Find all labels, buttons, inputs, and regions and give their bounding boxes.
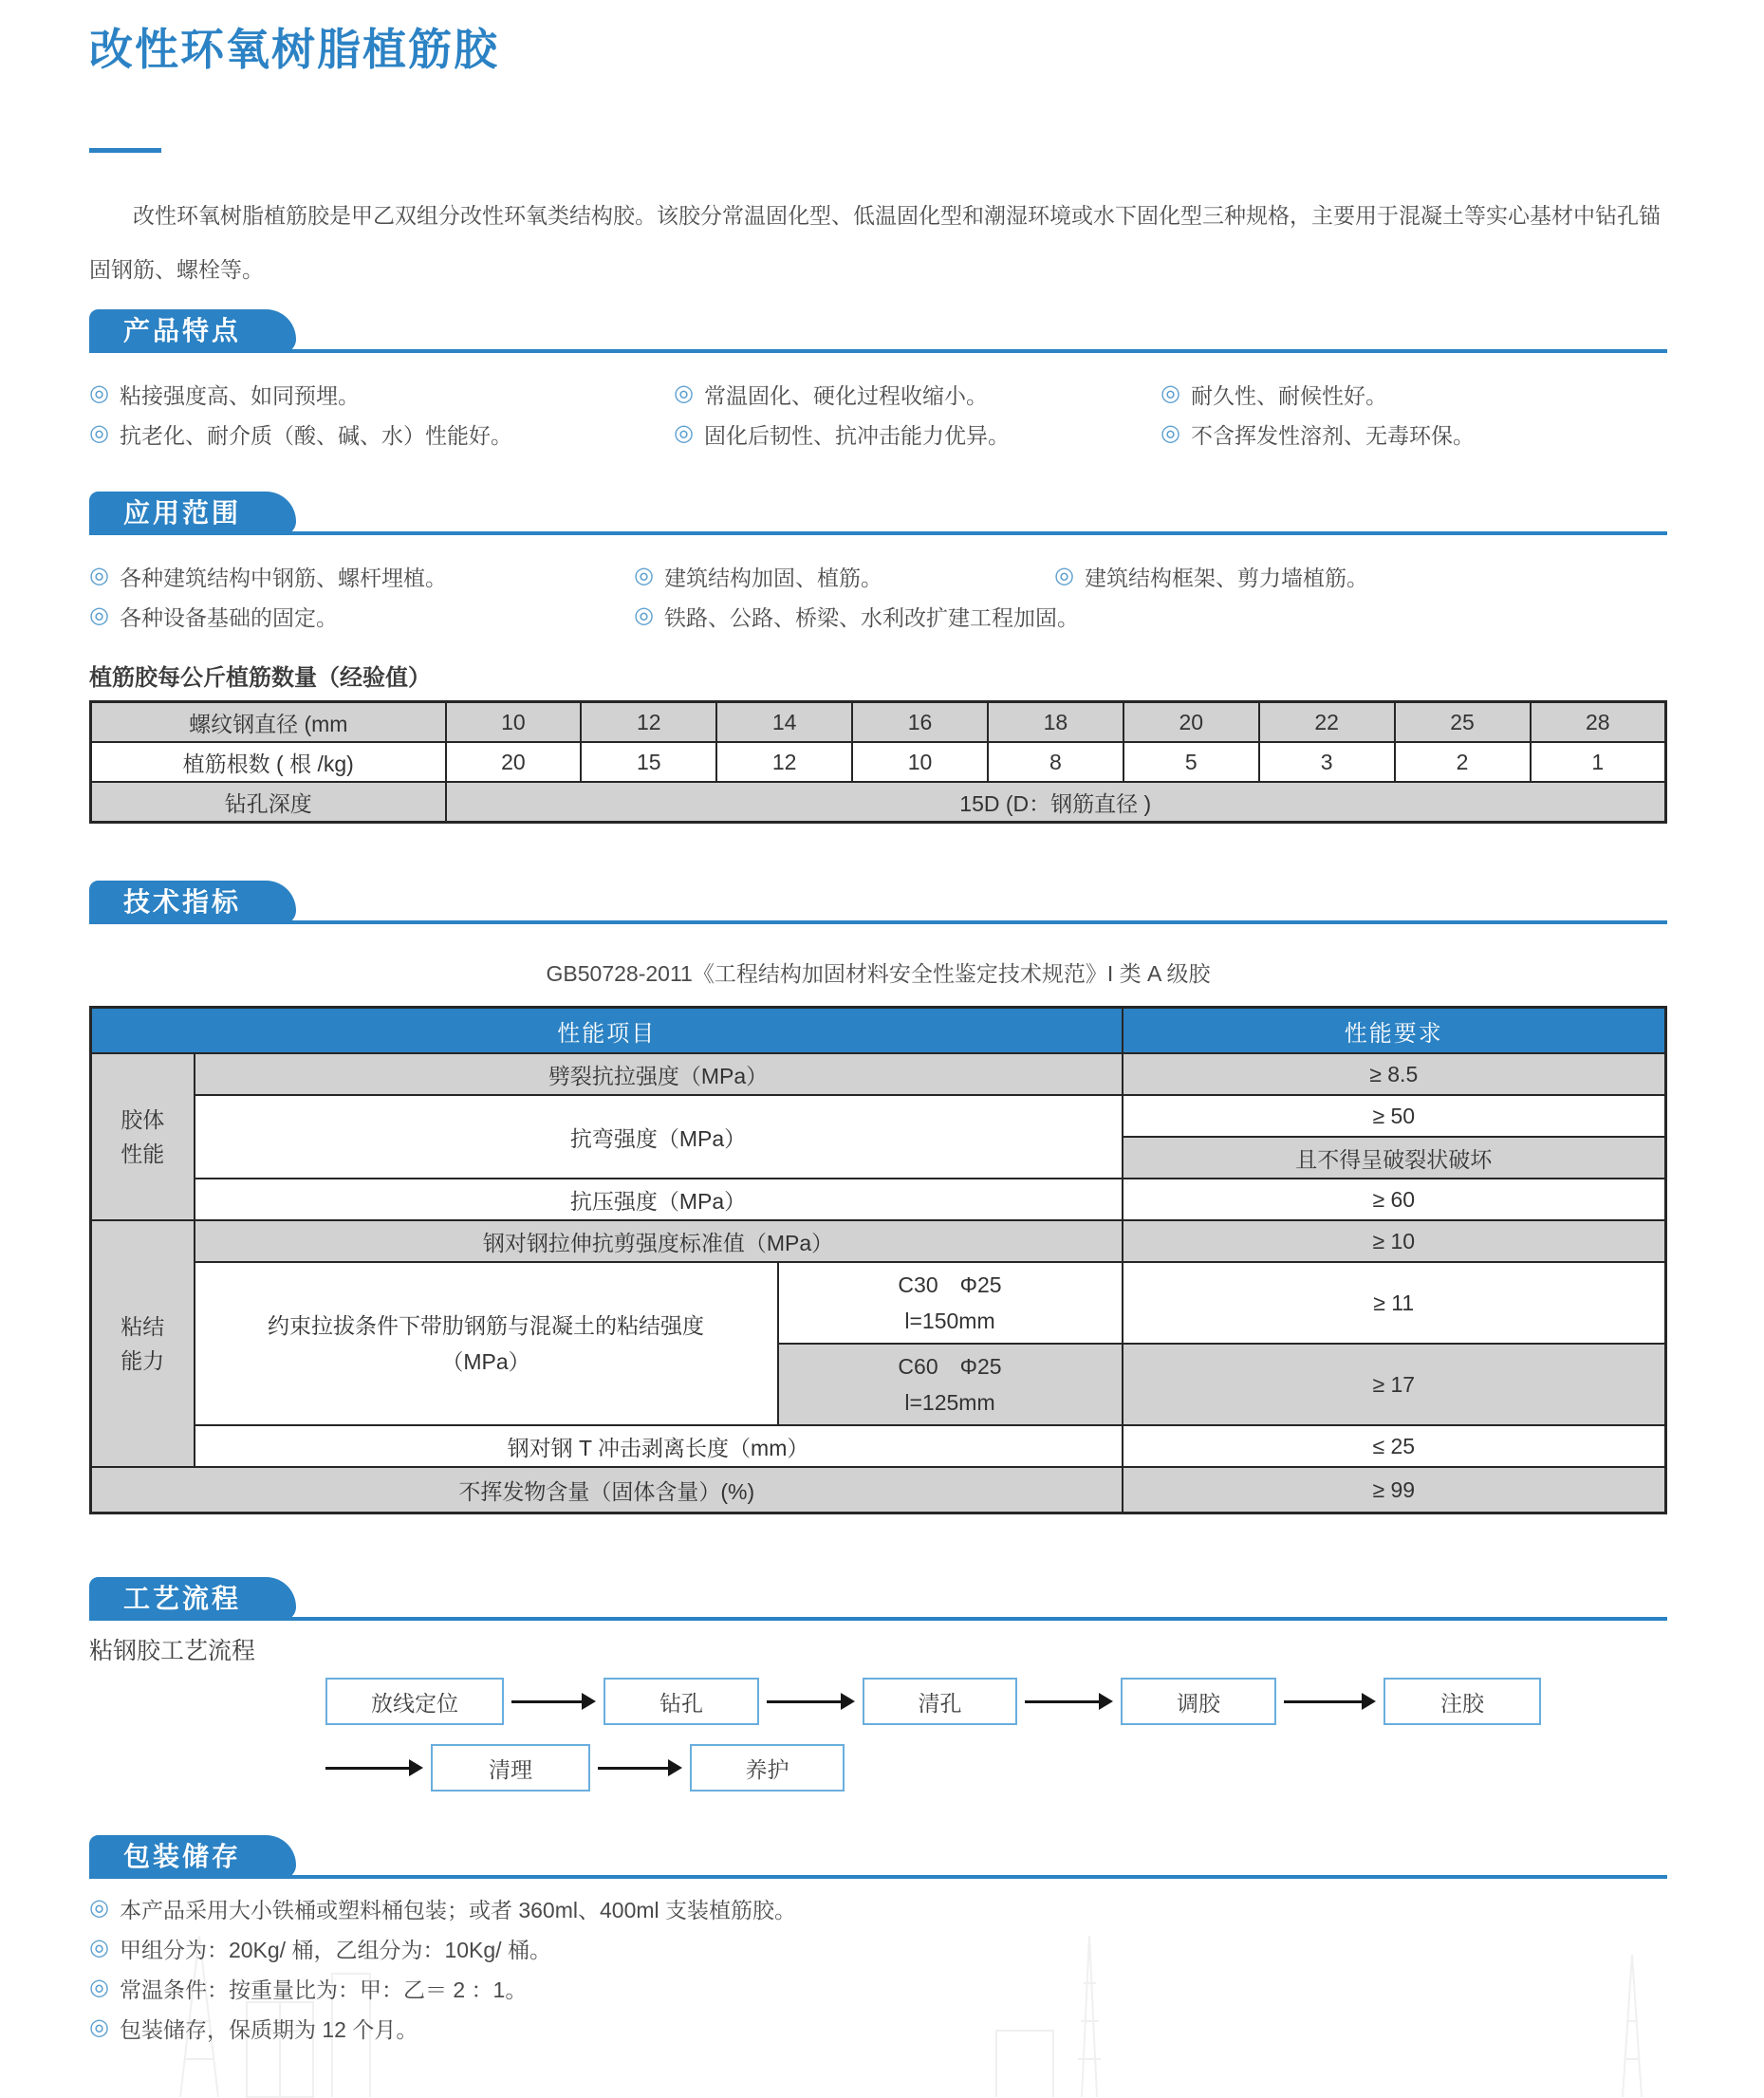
item-cell: 不挥发物含量（固体含量）(%) — [91, 1467, 1123, 1513]
req-cell: ≥ 99 — [1123, 1467, 1666, 1513]
cell: 1 — [1531, 742, 1666, 782]
feature-item — [89, 374, 674, 414]
flow-arrow — [1284, 1693, 1376, 1710]
section-rule — [89, 920, 1667, 924]
process-flowchart — [0, 1666, 1764, 1818]
table-row — [91, 1262, 1666, 1344]
table-row — [91, 1053, 1666, 1095]
flow-arrow — [1025, 1693, 1113, 1710]
cell: 28 — [1531, 702, 1666, 743]
packaging-text: 包装储存，保质期为 12 个月。 — [119, 2016, 418, 2042]
packaging-text: 常温条件：按重量比为：甲：乙＝ 2 ：1。 — [119, 1977, 528, 2002]
application-item — [1054, 556, 1667, 596]
flow-arrow — [325, 1759, 423, 1776]
section-header-features — [89, 309, 1667, 353]
item-cell: 钢对钢 T 冲击剥离长度（mm） — [195, 1425, 1123, 1467]
bullet-icon: ◎ — [1161, 420, 1180, 446]
section-rule — [89, 1617, 1667, 1621]
section-badge-features: 产品特点 — [89, 309, 296, 353]
bullet-icon: ◎ — [89, 2014, 109, 2040]
flow-arrow — [598, 1759, 682, 1776]
req-cell: ≥ 50 — [1123, 1095, 1666, 1137]
feature-text: 常温固化、硬化过程收缩小。 — [703, 382, 988, 408]
item-cell: 抗弯强度（MPa） — [195, 1095, 1123, 1179]
bullet-icon: ◎ — [89, 563, 109, 588]
tech-spec-table — [89, 1006, 1667, 1514]
table-row — [91, 1179, 1666, 1220]
table-row — [91, 1425, 1666, 1467]
process-subtitle: 粘钢胶工艺流程 — [89, 1638, 256, 1664]
item-cell: 劈裂抗拉强度（MPa） — [195, 1053, 1123, 1095]
bullet-icon: ◎ — [89, 1895, 109, 1921]
condition-line1: C60 Φ25 — [898, 1354, 1002, 1379]
req-cell: ≤ 25 — [1123, 1425, 1666, 1467]
flow-arrow — [767, 1693, 855, 1710]
application-text: 建筑结构框架、剪力墙植筋。 — [1084, 565, 1368, 590]
item-line2: （MPa） — [441, 1349, 530, 1374]
table-header-row — [91, 1008, 1666, 1054]
cell: 18 — [988, 702, 1123, 743]
feature-text: 耐久性、耐候性好。 — [1190, 382, 1387, 408]
title-underline — [89, 148, 161, 153]
flow-step: 放线定位 — [325, 1678, 504, 1725]
table-row — [91, 702, 1666, 743]
watermark-sketch — [142, 1917, 389, 2098]
row-label: 螺纹钢直径 (mm — [91, 702, 446, 743]
section-header-applications — [89, 492, 1667, 535]
bullet-icon: ◎ — [89, 420, 109, 446]
bullet-icon: ◎ — [1161, 381, 1180, 406]
col-header-req: 性能要求 — [1123, 1008, 1666, 1054]
application-text: 建筑结构加固、植筋。 — [663, 565, 882, 590]
feature-text: 不含挥发性溶剂、无毒环保。 — [1190, 422, 1475, 448]
feature-text: 粘接强度高、如同预埋。 — [119, 382, 360, 408]
section-badge-process: 工艺流程 — [89, 1577, 296, 1621]
section-badge-packaging: 包装储存 — [89, 1835, 296, 1879]
feature-item — [1161, 414, 1667, 454]
group-label: 胶体性能 — [91, 1053, 195, 1220]
req-cell: ≥ 10 — [1123, 1220, 1666, 1262]
bullet-icon: ◎ — [634, 603, 654, 628]
flow-step: 钻孔 — [603, 1678, 759, 1725]
req-cell: ≥ 60 — [1123, 1179, 1666, 1220]
bullet-icon: ◎ — [634, 563, 654, 588]
table-row — [91, 782, 1666, 823]
table-row — [91, 1220, 1666, 1262]
section-header-tech — [89, 881, 1667, 924]
application-item — [89, 556, 634, 596]
condition-cell — [778, 1262, 1123, 1344]
application-text: 铁路、公路、桥梁、水利改扩建工程加固。 — [663, 604, 1079, 630]
bullet-icon: ◎ — [89, 1935, 109, 1960]
item-cell: 抗压强度（MPa） — [195, 1179, 1123, 1220]
application-text: 各种建筑结构中钢筋、螺杆埋植。 — [119, 565, 447, 590]
cell: 12 — [716, 742, 852, 782]
bullet-icon: ◎ — [674, 420, 694, 446]
cell: 20 — [446, 742, 582, 782]
cell: 12 — [581, 702, 716, 743]
watermark-sketch — [939, 1936, 1224, 2098]
req-cell: ≥ 11 — [1123, 1262, 1666, 1344]
cell: 16 — [852, 702, 988, 743]
item-cell: 钢对钢拉伸抗剪强度标准值（MPa） — [195, 1220, 1123, 1262]
feature-item — [674, 374, 1161, 414]
feature-text: 固化后韧性、抗冲击能力优异。 — [703, 422, 1010, 448]
packaging-text: 本产品采用大小铁桶或塑料桶包装；或者 360ml、400ml 支装植筋胶。 — [119, 1897, 797, 1922]
condition-line2: l=150mm — [904, 1309, 995, 1333]
section-header-packaging — [89, 1835, 1667, 1879]
cell: 8 — [988, 742, 1123, 782]
bullet-icon: ◎ — [89, 603, 109, 628]
application-item — [634, 596, 1079, 636]
flow-step: 注胶 — [1383, 1678, 1541, 1725]
cell: 2 — [1395, 742, 1531, 782]
req-cell: ≥ 17 — [1123, 1344, 1666, 1425]
section-header-process — [89, 1577, 1667, 1621]
cell: 22 — [1259, 702, 1395, 743]
cell: 14 — [716, 702, 852, 743]
flow-arrow — [511, 1693, 596, 1710]
packaging-text: 甲组分为：20Kg/ 桶，乙组分为：10Kg/ 桶。 — [119, 1937, 551, 1962]
item-cell — [195, 1262, 778, 1425]
section-badge-tech: 技术指标 — [89, 881, 296, 924]
row-label: 钻孔深度 — [91, 782, 446, 823]
section-rule — [89, 349, 1667, 353]
bullet-icon: ◎ — [1054, 563, 1074, 588]
bullet-icon: ◎ — [89, 381, 109, 406]
table-row — [91, 1467, 1666, 1513]
bullet-icon: ◎ — [674, 381, 694, 406]
row-label: 植筋根数 ( 根 /kg) — [91, 742, 446, 782]
section-rule — [89, 1875, 1667, 1879]
section-rule — [89, 531, 1667, 535]
group-label: 粘结能力 — [91, 1220, 195, 1467]
condition-cell — [778, 1344, 1123, 1425]
section-badge-applications: 应用范围 — [89, 492, 296, 535]
flow-step: 清理 — [431, 1744, 590, 1792]
cell: 25 — [1395, 702, 1531, 743]
condition-line2: l=125mm — [904, 1390, 995, 1415]
flow-step: 养护 — [690, 1744, 845, 1792]
table-row — [91, 742, 1666, 782]
application-item — [634, 556, 1054, 596]
cell: 15 — [581, 742, 716, 782]
bullet-icon: ◎ — [89, 1975, 109, 2000]
standard-reference: GB50728-2011《工程结构加固材料安全性鉴定技术规范》I 类 A 级胶 — [546, 961, 1211, 986]
applications-list — [89, 556, 1667, 636]
req-cell: ≥ 8.5 — [1123, 1053, 1666, 1095]
page-title: 改性环氧树脂植筋胶 — [89, 25, 499, 74]
table-row — [91, 1095, 1666, 1137]
feature-item — [1161, 374, 1667, 414]
cell: 10 — [852, 742, 988, 782]
feature-item — [674, 414, 1161, 454]
item-line1: 约束拉拔条件下带肋钢筋与混凝土的粘结强度 — [268, 1313, 704, 1338]
cell: 10 — [446, 702, 582, 743]
features-list — [89, 374, 1667, 454]
rebar-table-caption: 植筋胶每公斤植筋数量（经验值） — [89, 665, 431, 691]
flow-step: 调胶 — [1121, 1678, 1276, 1725]
feature-text: 抗老化、耐介质（酸、碱、水）性能好。 — [119, 422, 512, 448]
cell: 5 — [1123, 742, 1259, 782]
cell: 3 — [1259, 742, 1395, 782]
flow-step: 清孔 — [863, 1678, 1017, 1725]
watermark-sketch — [1604, 1955, 1661, 2098]
col-header-item: 性能项目 — [91, 1008, 1123, 1054]
cell-span: 15D (D：钢筋直径 ) — [446, 782, 1666, 823]
cell: 20 — [1123, 702, 1259, 743]
condition-line1: C30 Φ25 — [898, 1272, 1002, 1297]
req-cell: 且不得呈破裂状破坏 — [1123, 1137, 1666, 1179]
rebar-count-table — [89, 700, 1667, 824]
intro-paragraph: 改性环氧树脂植筋胶是甲乙双组分改性环氧类结构胶。该胶分常温固化型、低温固化型和潮湿环境或水下固化型三种规格，主要用于混凝土等实心基材中钻孔锚固钢筋、螺栓等。 — [89, 203, 1661, 282]
application-text: 各种设备基础的固定。 — [119, 604, 338, 630]
feature-item — [89, 414, 674, 454]
application-item — [89, 596, 634, 636]
